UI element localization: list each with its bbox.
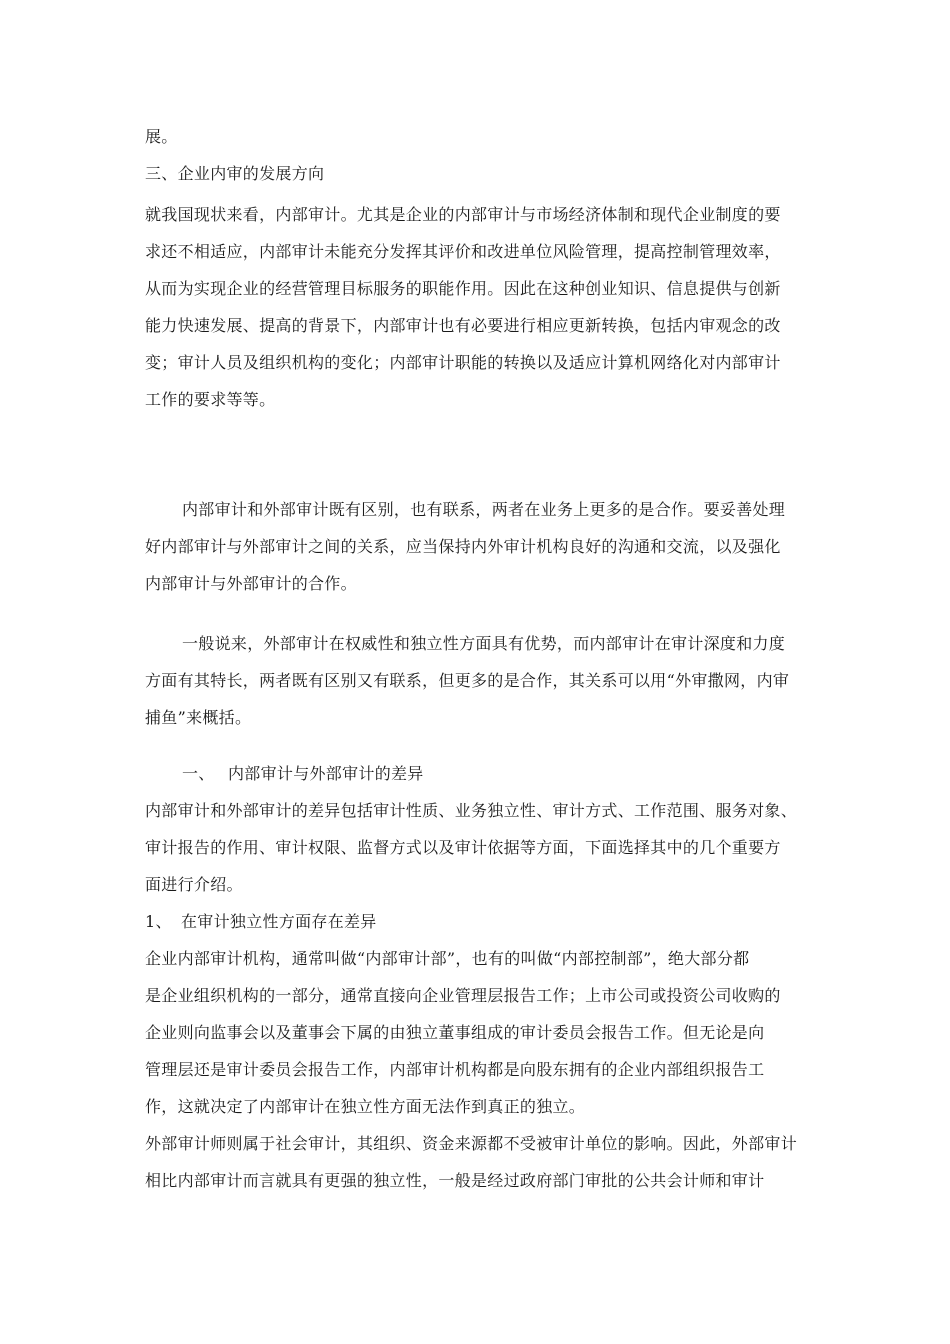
text-line: 相比内部审计而言就具有更强的独立性，一般是经过政府部门审批的公共会计师和审计 xyxy=(145,1171,765,1190)
text-line: 内部审计与外部审计的合作。 xyxy=(145,574,357,593)
text-line: 展。 xyxy=(145,127,178,146)
text-line: 外部审计师则属于社会审计，其组织、资金来源都不受被审计单位的影响。因此，外部审计 xyxy=(145,1134,798,1153)
text-line: 从而为实现企业的经营管理目标服务的职能作用。因此在这种创业知识、信息提供与创新 xyxy=(145,279,781,298)
text-line: 企业内部审计机构，通常叫做“内部审计部”，也有的叫做“内部控制部”，绝大部分都 xyxy=(145,949,750,968)
section-heading: 三、企业内审的发展方向 xyxy=(145,164,325,183)
text-line: 内部审计和外部审计既有区别，也有联系，两者在业务上更多的是合作。要妥善处理 xyxy=(182,500,786,519)
text-line: 内部审计和外部审计的差异包括审计性质、业务独立性、审计方式、工作范围、服务对象、 xyxy=(145,801,798,820)
text-line: 一般说来，外部审计在权威性和独立性方面具有优势，而内部审计在审计深度和力度 xyxy=(182,634,786,653)
heading-number: 1、 xyxy=(145,912,172,931)
heading-number: 一、 xyxy=(182,764,215,783)
text-line: 面进行介绍。 xyxy=(145,875,243,894)
text-line: 好内部审计与外部审计之间的关系，应当保持内外审计机构良好的沟通和交流，以及强化 xyxy=(145,537,781,556)
text-line: 能力快速发展、提高的背景下，内部审计也有必要进行相应更新转换，包括内审观念的改 xyxy=(145,316,781,335)
heading-text: 内部审计与外部审计的差异 xyxy=(228,764,424,783)
text-line: 方面有其特长，两者既有区别又有联系，但更多的是合作，其关系可以用“外审撒网，内审 xyxy=(145,671,790,690)
section-heading xyxy=(182,764,862,784)
subsection-heading xyxy=(145,912,825,932)
text-line: 管理层还是审计委员会报告工作，内部审计机构都是向股东拥有的企业内部组织报告工 xyxy=(145,1060,765,1079)
text-line: 就我国现状来看，内部审计。尤其是企业的内部审计与市场经济体制和现代企业制度的要 xyxy=(145,205,781,224)
heading-text: 在审计独立性方面存在差异 xyxy=(181,912,377,931)
text-line: 求还不相适应，内部审计未能充分发挥其评价和改进单位风险管理，提高控制管理效率， xyxy=(145,242,781,261)
text-line: 工作的要求等等。 xyxy=(145,390,276,409)
text-line: 捕鱼”来概括。 xyxy=(145,708,252,727)
text-line: 是企业组织机构的一部分，通常直接向企业管理层报告工作；上市公司或投资公司收购的 xyxy=(145,986,781,1005)
text-line: 作，这就决定了内部审计在独立性方面无法作到真正的独立。 xyxy=(145,1097,586,1116)
text-line: 企业则向监事会以及董事会下属的由独立董事组成的审计委员会报告工作。但无论是向 xyxy=(145,1023,765,1042)
text-line: 变；审计人员及组织机构的变化；内部审计职能的转换以及适应计算机网络化对内部审计 xyxy=(145,353,781,372)
text-line: 审计报告的作用、审计权限、监督方式以及审计依据等方面，下面选择其中的几个重要方 xyxy=(145,838,781,857)
